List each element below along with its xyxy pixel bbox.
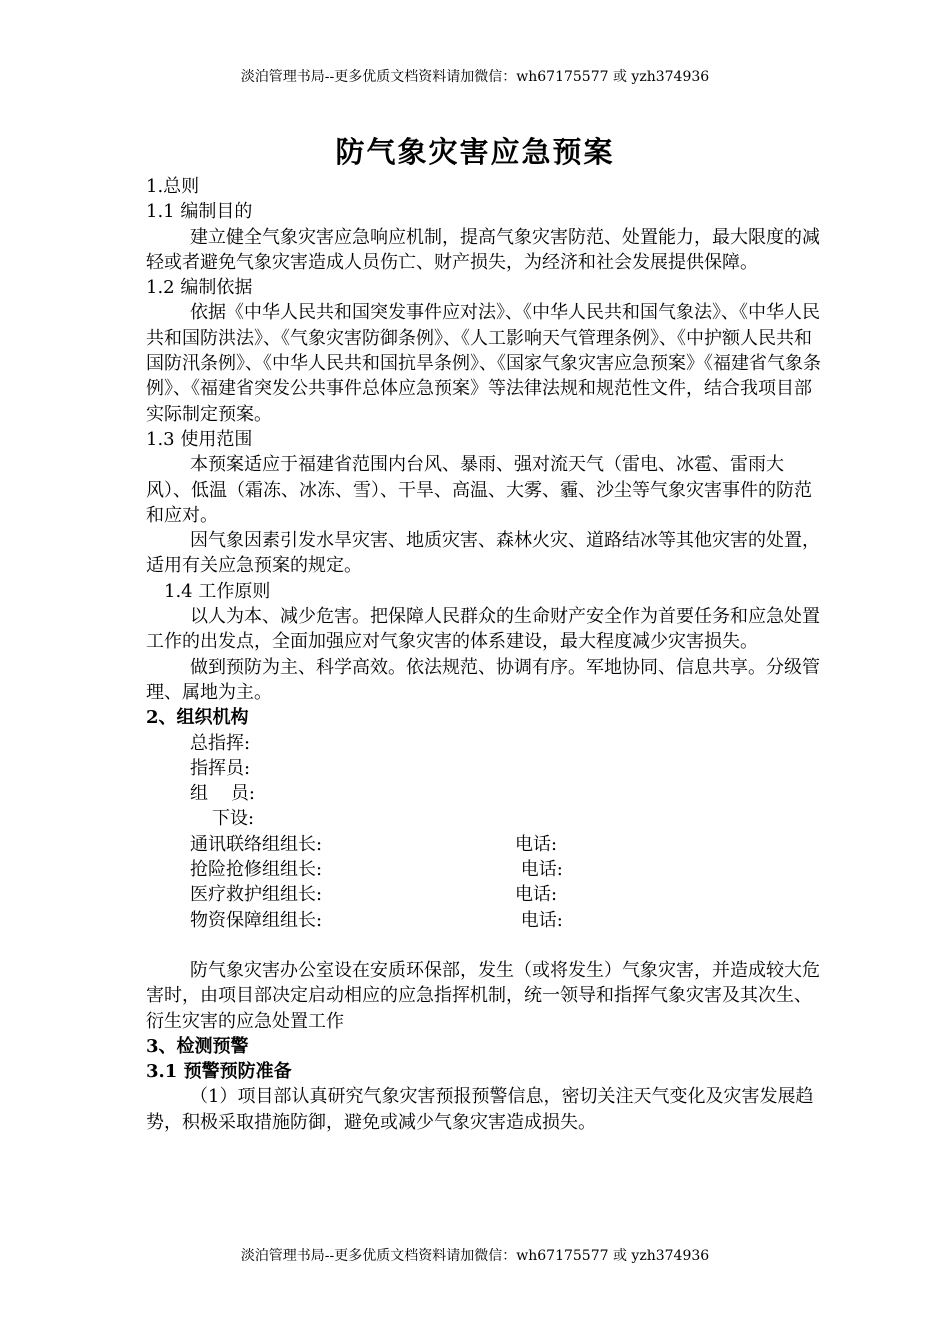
section-heading-3: 3、检测预警 <box>146 1035 249 1057</box>
document-title: 防气象灾害应急预案 <box>335 135 615 169</box>
paragraph-basis: 依据《中华人民共和国突发事件应对法》、《中华人民共和国气象法》、《中华人民共和国防洪法》、《气象灾害防御条例》、《人工影响天气管理条例》、《中护额人民共和国防汛条例》、《中华人民共和国抗旱条例》、《国家气象灾害应急预案》《福建省气象条例》、《福建省突发公共事件总体应急预案》等法律法规和规范性文件，结合我项目部实际制定预案。 <box>146 302 821 425</box>
paragraph-scope: 本预案适应于福建省范围内台风、暴雨、强对流天气（雷电、冰雹、雷雨大风）、低温（霜冻、冰冻、雪）、干旱、高温、大雾、霾、沙尘等气象灾害事件的防范和应对。 <box>146 454 812 526</box>
group-phone: 电话: <box>515 859 563 881</box>
org-member: 组 员: <box>190 783 255 805</box>
group-phone: 电话: <box>515 909 563 931</box>
org-director: 指挥员: <box>190 757 251 779</box>
paragraph-principle-2: 做到预防为主、科学高效。依法规范、协调有序。军地协同、信息共享。分级管理、属地为主。 <box>146 656 820 703</box>
section-heading-1-1: 1.1 编制目的 <box>146 201 253 223</box>
section-heading-2: 2、组织机构 <box>146 707 249 729</box>
group-name: 通讯联络组组长: <box>190 833 323 855</box>
paragraph-scope-2: 因气象因素引发水旱灾害、地质灾害、森林火灾、道路结冰等其他灾害的处置，适用有关应急预案的规定。 <box>146 530 820 577</box>
group-name: 物资保障组组长: <box>190 909 323 931</box>
org-sub: 下设: <box>212 808 255 830</box>
paragraph-office: 防气象灾害办公室设在安质环保部，发生（或将发生）气象灾害，并造成较大危害时，由项目部决定启动相应的应急指挥机制，统一领导和指挥气象灾害及其次生、衍生灾害的应急处置工作 <box>146 959 820 1032</box>
group-name: 抢险抢修组组长: <box>190 859 323 881</box>
group-row <box>146 908 826 933</box>
spacer <box>146 933 826 958</box>
section-heading-1: 1.总则 <box>146 176 200 197</box>
document-body <box>146 174 826 1135</box>
group-row <box>146 882 826 907</box>
section-heading-1-4: 1.4 工作原则 <box>164 580 271 602</box>
org-commander: 总指挥: <box>190 732 251 754</box>
group-phone: 电话: <box>515 884 558 906</box>
paragraph-warning: （1）项目部认真研究气象灾害预报预警信息，密切关注天气变化及灾害发展趋势，积极采取措施防御，避免或减少气象灾害造成损失。 <box>146 1086 814 1133</box>
group-row <box>146 832 826 857</box>
section-heading-3-1: 3.1 预警预防准备 <box>146 1061 292 1083</box>
paragraph-principle: 以人为本、减少危害。把保障人民群众的生命财产安全作为首要任务和应急处置工作的出发点，全面加强应对气象灾害的体系建设，最大程度减少灾害损失。 <box>146 606 820 653</box>
section-heading-1-3: 1.3 使用范围 <box>146 428 253 450</box>
page-footer: 淡泊管理书局--更多优质文档资料请加微信：wh67175577 或 yzh374936 <box>240 1248 710 1264</box>
group-phone: 电话: <box>515 833 558 855</box>
group-row <box>146 857 826 882</box>
paragraph-purpose: 建立健全气象灾害应急响应机制，提高气象灾害防范、处置能力，最大限度的减轻或者避免气象灾害造成人员伤亡、财产损失，为经济和社会发展提供保障。 <box>146 226 820 273</box>
group-name: 医疗救护组组长: <box>190 884 323 906</box>
section-heading-1-2: 1.2 编制依据 <box>146 277 253 299</box>
page-header: 淡泊管理书局--更多优质文档资料请加微信：wh67175577 或 yzh374936 <box>240 69 710 85</box>
